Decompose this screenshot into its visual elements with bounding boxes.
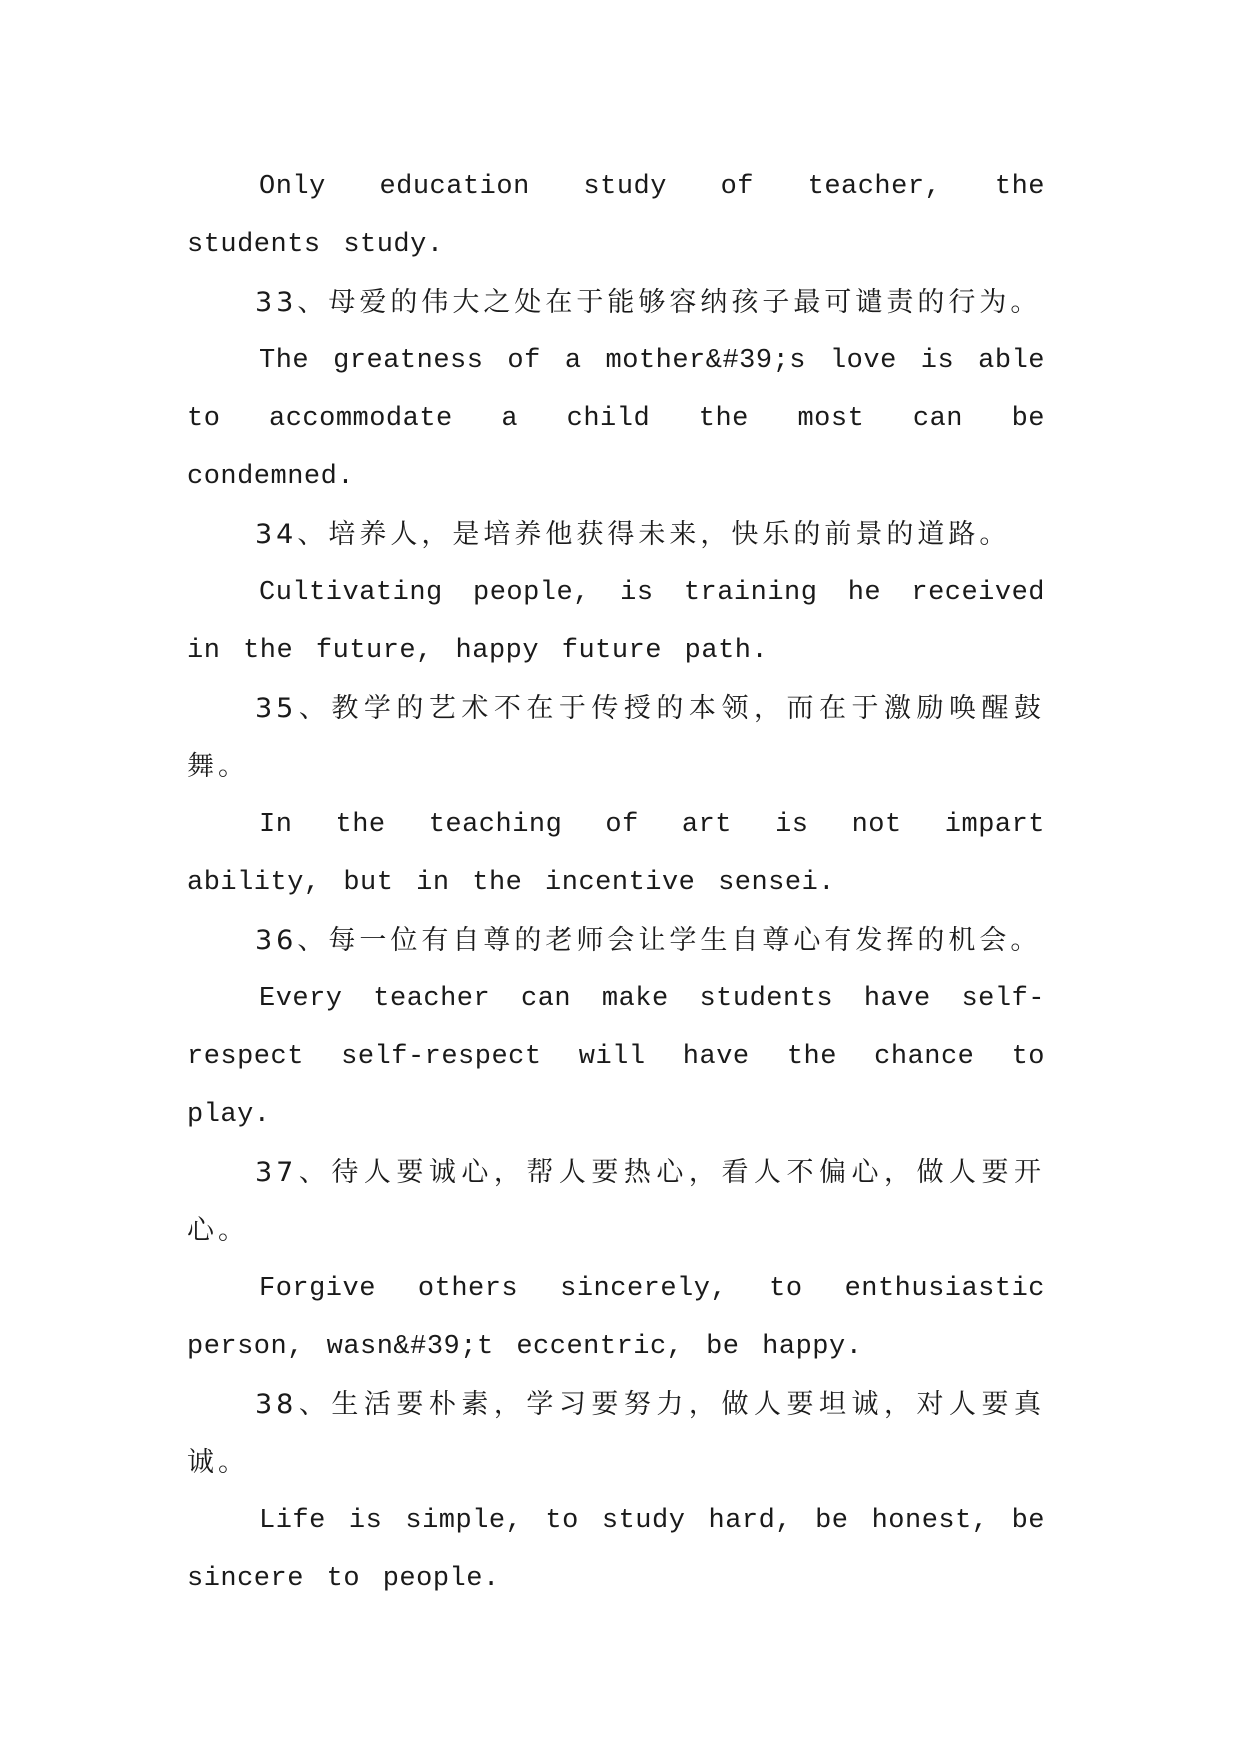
paragraph-english: Only education study of teacher, the students study. xyxy=(187,172,1045,260)
paragraph-english: Cultivating people, is training he received in the future, happy future path. xyxy=(187,578,1045,666)
paragraph-english: In the teaching of art is not impart ability, but in the incentive sensei. xyxy=(187,810,1045,898)
paragraph-chinese: 36、每一位有自尊的老师会让学生自尊心有发挥的机会。 xyxy=(255,925,1042,956)
paragraph-chinese: 33、母爱的伟大之处在于能够容纳孩子最可谴责的行为。 xyxy=(255,287,1042,318)
paragraph-chinese: 37、待人要诚心，帮人要热心，看人不偏心，做人要开心。 xyxy=(187,1157,1045,1246)
paragraph-english: Forgive others sincerely, to enthusiastic person, wasn&#39;t eccentric, be happy. xyxy=(187,1274,1045,1362)
paragraph-chinese: 38、生活要朴素，学习要努力，做人要坦诚，对人要真诚。 xyxy=(187,1389,1045,1478)
paragraph-english: The greatness of a mother&#39;s love is able to accommodate a child the most can be condemned. xyxy=(187,346,1045,492)
document-body xyxy=(187,158,1045,1608)
paragraph-chinese: 34、培养人，是培养他获得未来，快乐的前景的道路。 xyxy=(255,519,1011,550)
paragraph-english: Life is simple, to study hard, be honest, be sincere to people. xyxy=(187,1506,1045,1594)
paragraph-english: Every teacher can make students have self-respect self-respect will have the chance to play. xyxy=(187,984,1045,1130)
paragraph-chinese: 35、教学的艺术不在于传授的本领，而在于激励唤醒鼓舞。 xyxy=(187,693,1045,782)
